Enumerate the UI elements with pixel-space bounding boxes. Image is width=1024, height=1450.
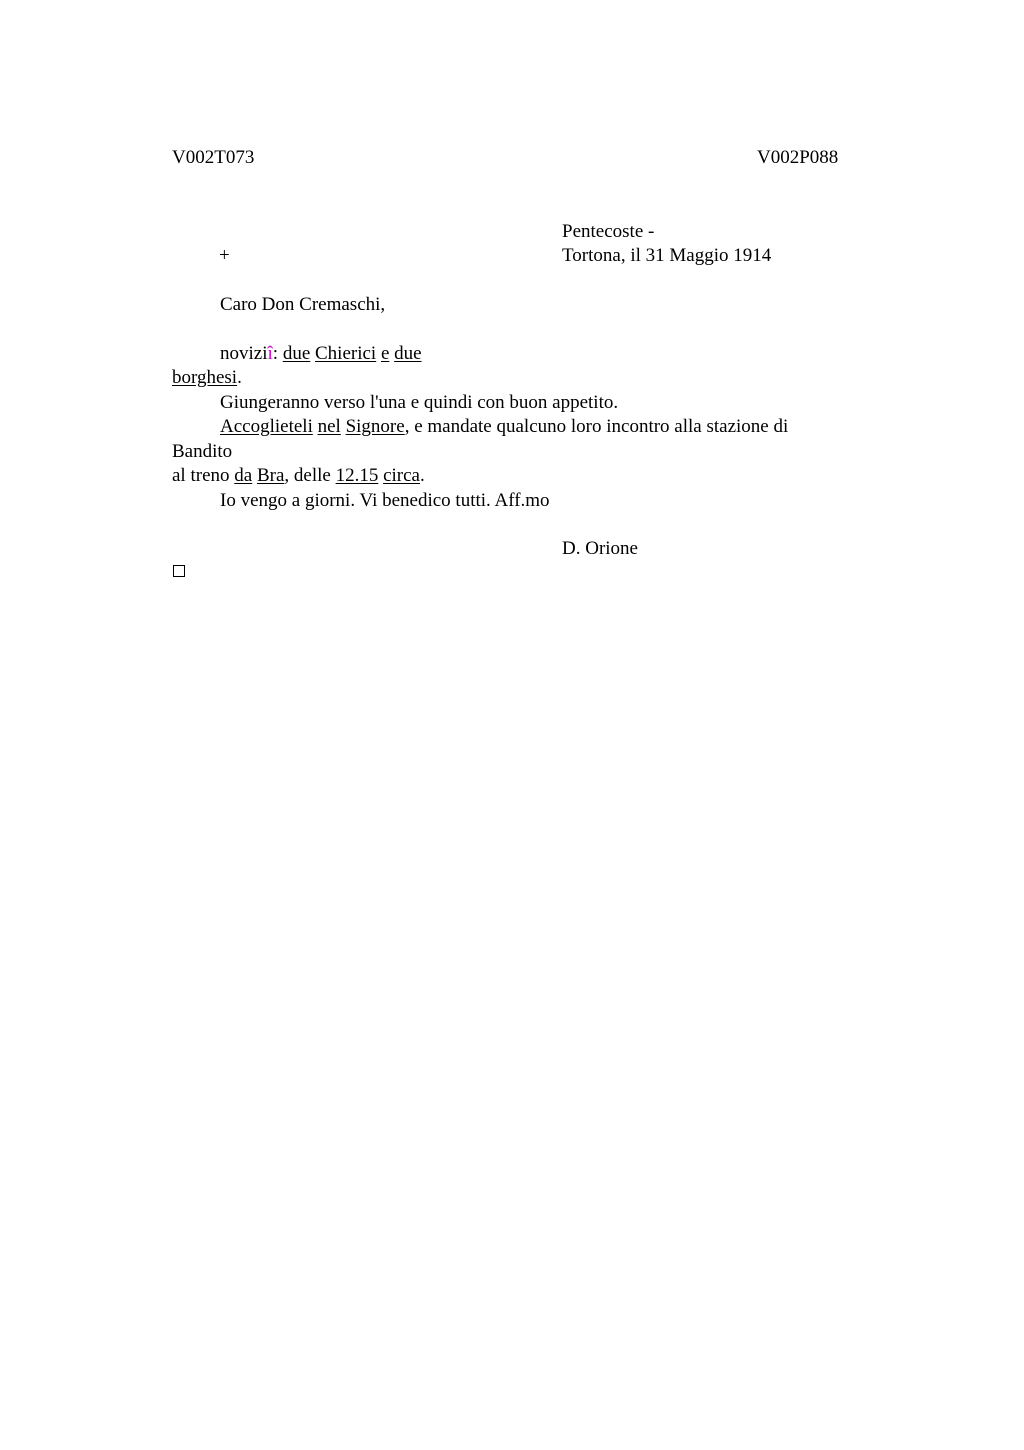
underlined-word: Chierici [315,343,377,364]
document-code-left: V002T073 [172,147,255,168]
underlined-word: borghesi [172,367,238,388]
paragraph-line [220,415,788,439]
dateline-occasion: Pentecoste - [562,221,655,242]
cross-symbol: + [219,245,230,266]
underlined-word: Bra [256,465,285,486]
document-code-right: V002P088 [757,147,839,168]
underlined-word: Accoglieteli [220,416,313,437]
text-span: . [237,367,242,388]
paragraph-line [172,464,425,488]
underlined-word: da [234,465,253,486]
signature: D. Orione [562,538,638,559]
text-span: . [419,465,425,486]
underlined-word: 12.15 [335,465,379,486]
text-span: al treno [172,465,235,486]
end-marker-box [173,565,185,577]
text-span: , e mandate qualcuno loro incontro alla stazione di [404,416,789,437]
paragraph-line: Giungeranno verso l'una e quindi con buon appetito. [220,392,619,413]
text-span: novizi [220,343,268,364]
underlined-word: circa [383,465,420,486]
salutation: Caro Don Cremaschi, [220,294,386,315]
paragraph-line [172,366,242,390]
dateline-place-date: Tortona, il 31 Maggio 1914 [562,245,772,266]
text-span: , delle [284,465,336,486]
text-span: : [272,343,283,364]
underlined-word: due [394,343,422,364]
underlined-word: nel [317,416,341,437]
accented-char: î [267,343,273,364]
paragraph-line [220,342,422,366]
underlined-word: Signore [345,416,405,437]
underlined-word: due [282,343,311,364]
paragraph-line: Io vengo a giorni. Vi benedico tutti. Aff.mo [220,490,550,511]
paragraph-line: Bandito [172,441,233,462]
underlined-word: e [380,343,390,364]
